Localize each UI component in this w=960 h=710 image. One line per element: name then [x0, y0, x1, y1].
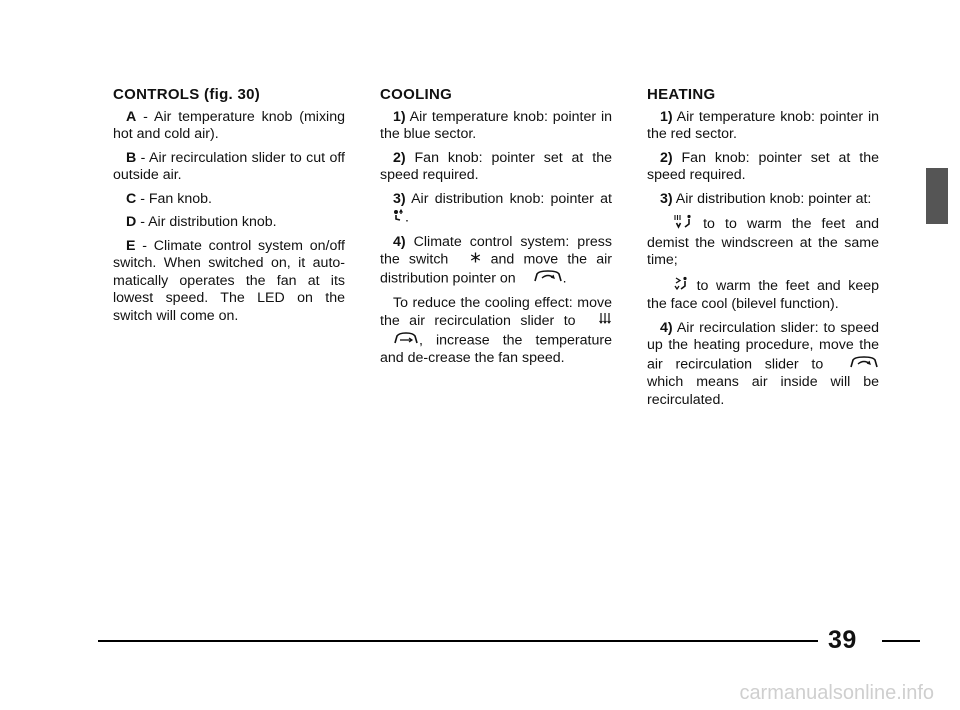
control-text: - Air temperature knob (mixing hot and cold air). — [113, 108, 345, 142]
section-tab-marker — [926, 168, 948, 224]
step-text-end: . — [405, 209, 409, 226]
heating-step-2 — [647, 150, 879, 185]
watermark — [0, 682, 960, 705]
control-item-e — [113, 238, 345, 326]
watermark-text: carmanualsonline.info — [739, 682, 934, 704]
control-text: - Fan knob. — [136, 190, 212, 207]
control-label: E — [126, 237, 136, 254]
cooling-heading: COOLING — [380, 86, 453, 103]
step-text: which means air inside will be recirculated. — [647, 374, 879, 408]
control-text: - Air distribution knob. — [136, 214, 277, 230]
step-text: Air recirculation slider: to speed up the heating procedure, move the air recirculation slider to — [647, 319, 879, 372]
step-number: 3) — [393, 190, 406, 207]
controls-heading: CONTROLS (fig. 30) — [113, 86, 261, 103]
heating-step-3 — [647, 191, 879, 209]
step-text: Air temperature knob: pointer in the blue sector. — [380, 108, 612, 142]
footer-rule-left — [98, 640, 818, 642]
footer-rule-right — [882, 640, 920, 642]
step-number: 4) — [393, 233, 406, 250]
car-recirculation-icon — [520, 269, 563, 289]
cooling-step-1 — [380, 109, 612, 144]
step-number: 2) — [393, 149, 406, 166]
control-item-a — [113, 109, 345, 144]
face-vent-icon — [380, 208, 405, 228]
step-number: 3) — [660, 190, 673, 207]
step-number: 2) — [660, 149, 673, 166]
cooling-column — [380, 86, 612, 374]
step-text: to to warm the feet and demist the windscreen at the same time; — [647, 216, 879, 268]
cooling-step-3 — [380, 191, 612, 228]
snowflake-icon — [457, 251, 481, 269]
step-text: Climate control system: press the switch — [380, 233, 612, 268]
control-text: - Air recirculation slider to cut off outside air. — [113, 149, 345, 183]
step-text: Air distribution knob: pointer at: — [672, 190, 872, 207]
step-text: Fan knob: pointer set at the speed required. — [647, 149, 879, 183]
control-label: B — [126, 149, 137, 166]
car-outside-air-icon — [380, 331, 419, 351]
control-item-b — [113, 150, 345, 185]
heating-step-4 — [647, 320, 879, 410]
feet-demist-icon — [660, 214, 693, 235]
cooling-step-2 — [380, 150, 612, 185]
note-text: , increase the temperature and de-crease the fan speed. — [380, 332, 612, 366]
car-recirculation-icon — [836, 355, 879, 375]
step-text: and move the air distribution pointer on — [380, 251, 613, 287]
step-number: 4) — [660, 319, 673, 336]
control-label: D — [126, 214, 137, 230]
control-text: - Climate control system on/off switch. When switched on, it auto-matically operates the fan at its lowest speed. The LED on the switch will come on. — [113, 237, 345, 324]
step-number: 1) — [660, 108, 673, 125]
step-number: 1) — [393, 108, 406, 125]
controls-column — [113, 86, 345, 331]
heating-heading: HEATING — [647, 86, 716, 103]
page-number: 39 — [828, 626, 857, 654]
heating-column — [647, 86, 879, 415]
step-text-end: . — [562, 270, 567, 287]
fresh-air-icon — [585, 312, 612, 331]
bilevel-icon — [660, 276, 689, 297]
control-item-d — [113, 214, 345, 232]
cooling-note — [380, 295, 612, 368]
cooling-step-4 — [380, 234, 612, 289]
note-text: To reduce the cooling effect: move the air recirculation slider to — [380, 294, 612, 329]
control-label: A — [126, 108, 137, 125]
step-text: Fan knob: pointer set at the speed required. — [380, 149, 612, 183]
heating-step-1 — [647, 109, 879, 144]
control-label: C — [126, 190, 137, 207]
step-text: to warm the feet and keep the face cool (bilevel function). — [647, 277, 879, 312]
heating-step-3a — [647, 214, 879, 270]
step-text: Air temperature knob: pointer in the red sector. — [647, 108, 879, 142]
control-item-c — [113, 191, 345, 209]
step-text: Air distribution knob: pointer at — [405, 190, 612, 207]
heating-step-3b — [647, 276, 879, 314]
